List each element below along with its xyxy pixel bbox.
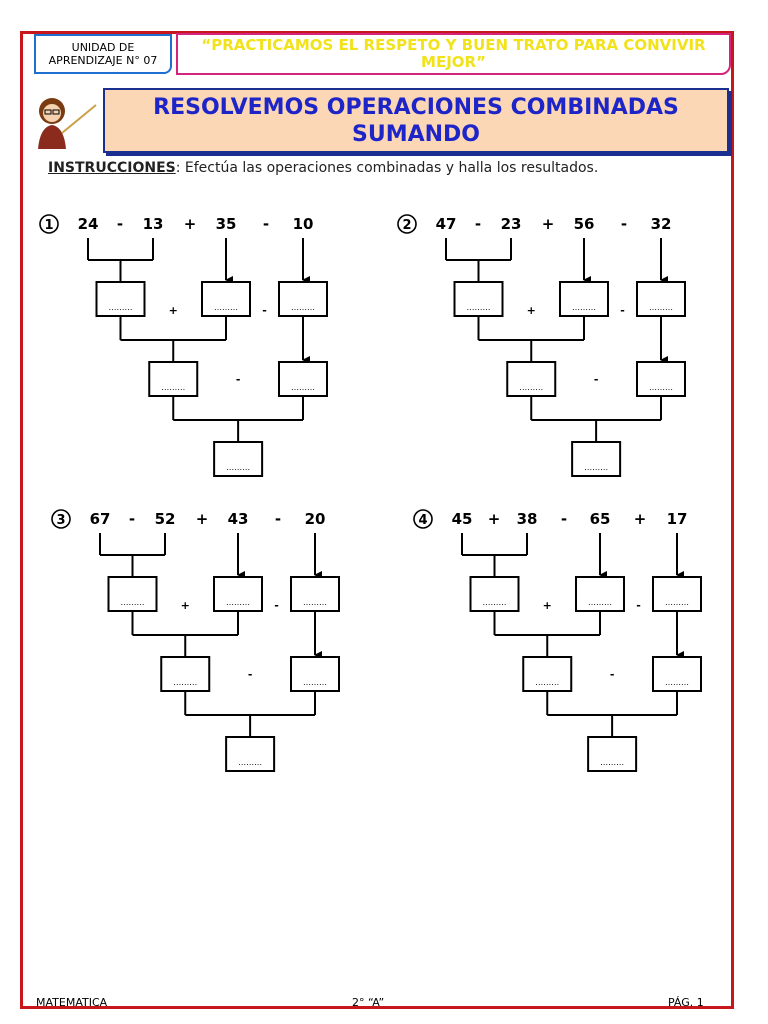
operator-second: - [235, 373, 241, 386]
operator-side: - [262, 304, 267, 317]
answer-blank: ……… [108, 303, 133, 312]
operand-4: 32 [650, 215, 672, 233]
answer-blank: ……… [649, 383, 673, 392]
operator-mid: + [168, 304, 178, 317]
exercise-number: 1 [44, 218, 54, 233]
operator-side: - [636, 599, 641, 612]
operator-3: - [620, 215, 628, 233]
operand-2: 13 [142, 215, 164, 233]
operand-2: 52 [154, 510, 176, 528]
operand-4: 10 [292, 215, 314, 233]
operand-4: 17 [666, 510, 688, 528]
operand-2: 23 [500, 215, 522, 233]
unit-label-line2: APRENDIZAJE N° 07 [48, 54, 158, 67]
footer-page: PÁG. 1 [668, 996, 704, 1009]
operator-side: - [620, 304, 625, 317]
answer-blank: ……… [588, 598, 612, 607]
footer-subject: MATEMATICA [36, 996, 108, 1009]
answer-blank: ……… [600, 758, 625, 767]
answer-blank: ……… [226, 463, 251, 472]
answer-blank: ……… [535, 678, 560, 687]
operator-3: - [262, 215, 270, 233]
answer-blank: ……… [572, 303, 596, 312]
operand-2: 38 [516, 510, 538, 528]
operator-mid: + [180, 599, 190, 612]
answer-blank: ……… [291, 303, 315, 312]
answer-blank: ……… [226, 598, 250, 607]
operand-3: 56 [573, 215, 595, 233]
answer-blank: ……… [120, 598, 145, 607]
operator-second: - [247, 668, 253, 681]
operator-mid: + [542, 599, 552, 612]
operator-3: + [633, 510, 647, 528]
instructions-label: INSTRUCCIONES [48, 160, 176, 176]
answer-blank: ……… [303, 598, 327, 607]
operator-1: + [487, 510, 501, 528]
operator-2: - [560, 510, 568, 528]
answer-blank: ……… [665, 678, 689, 687]
answer-blank: ……… [665, 598, 689, 607]
operator-1: - [474, 215, 482, 233]
operator-1: - [116, 215, 124, 233]
operand-1: 47 [435, 215, 457, 233]
footer-grade: 2° “A” [352, 996, 385, 1009]
operator-2: + [195, 510, 209, 528]
operand-1: 67 [89, 510, 111, 528]
operator-mid: + [526, 304, 536, 317]
operator-second: - [593, 373, 599, 386]
answer-blank: ……… [173, 678, 198, 687]
answer-blank: ……… [238, 758, 263, 767]
title-line1: RESOLVEMOS OPERACIONES COMBINADAS [153, 94, 679, 120]
answer-blank: ……… [519, 383, 544, 392]
answer-blank: ……… [482, 598, 507, 607]
answer-blank: ……… [161, 383, 186, 392]
answer-blank: ……… [291, 383, 315, 392]
instructions-text: : Efectúa las operaciones combinadas y halla los resultados. [175, 160, 599, 176]
operator-3: - [274, 510, 282, 528]
answer-blank: ……… [214, 303, 238, 312]
operator-second: - [609, 668, 615, 681]
title-line2: SUMANDO [351, 121, 480, 147]
operand-3: 35 [215, 215, 237, 233]
operand-1: 45 [451, 510, 473, 528]
operand-1: 24 [77, 215, 99, 233]
operator-2: + [541, 215, 555, 233]
operand-3: 65 [589, 510, 611, 528]
operator-side: - [274, 599, 279, 612]
exercise-number: 4 [418, 513, 428, 528]
operator-2: + [183, 215, 197, 233]
operand-4: 20 [304, 510, 326, 528]
operator-1: - [128, 510, 136, 528]
motto-text: “PRACTICAMOS EL RESPETO Y BUEN TRATO PARA CONVIVIR MEJOR” [201, 36, 706, 71]
answer-blank: ……… [649, 303, 673, 312]
operand-3: 43 [227, 510, 249, 528]
exercise-number: 2 [402, 218, 412, 233]
exercise-number: 3 [56, 513, 66, 528]
answer-blank: ……… [303, 678, 327, 687]
answer-blank: ……… [466, 303, 491, 312]
answer-blank: ……… [584, 463, 609, 472]
unit-label-line1: UNIDAD DE [71, 41, 135, 54]
